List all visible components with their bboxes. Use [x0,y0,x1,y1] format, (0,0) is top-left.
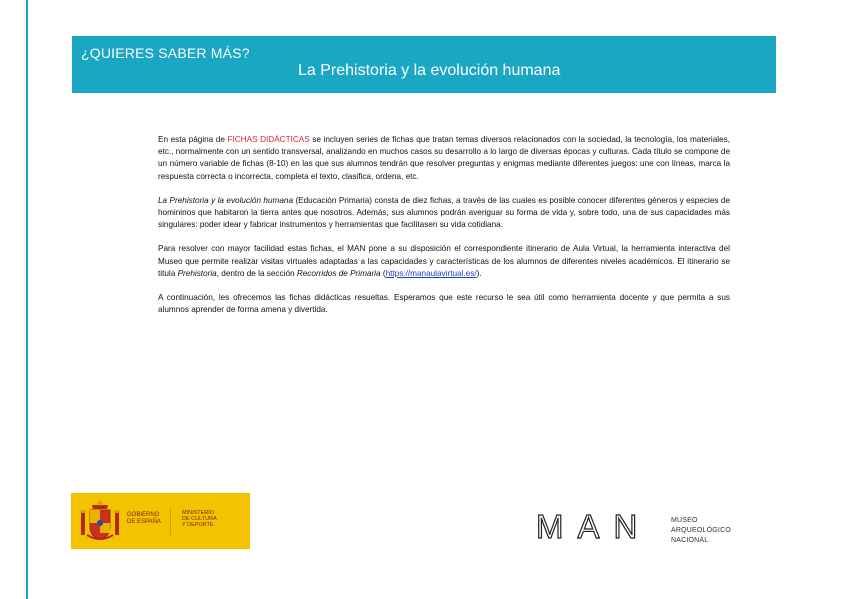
coat-of-arms-icon [78,499,122,543]
gobierno-de-espana-logo [71,493,250,549]
section-name: Recorridos de Primaria [296,268,381,278]
ministerio-name: MINISTERIO DE CULTURA Y DEPORTE [182,510,217,528]
paragraph-intro [158,134,730,183]
itinerary-name: Prehistoria [177,268,217,278]
header-banner [72,36,776,93]
intro-rest-text: se incluyen series de fichas que tratan temas diversos relacionados con la sociedad, la tecnología, los materiales, etc., normalmente con un sentido transversal, analizando en muchos casos su desarrollo a lo largo de diversas épocas y culturas. Cada título se compone de un número variable de fichas (8-10) en las que sus alumnos tendrán que resolver preguntas y enigmas mediante diferentes juegos: une con líneas, marca la respuesta correcta o incorrecta, completa el texto, clasifica, ordena, etc. [158,135,730,181]
paragraph-description [158,195,730,232]
left-border-rule [26,0,28,599]
aula-virtual-link[interactable]: https://manaulavirtual.es/ [385,268,477,278]
aula-text-b: , dentro de la sección [216,268,297,278]
gobierno-name: GOBIERNO DE ESPAÑA [127,512,161,525]
museo-arqueologico-logo [536,509,756,549]
banner-subtitle: La Prehistoria y la evolución humana [298,62,561,79]
fichas-didacticas-label: FICHAS DIDÁCTICAS [227,135,310,144]
aula-text-d: ). [476,268,482,278]
paragraph-aula-virtual [158,243,730,280]
description-text: (Educación Primaria) consta de diez fichas, a través de las cuales es posible conocer diferentes géneros y especies de homininos que habitaron la tierra antes que nosotros. Además, sus alumnos podrán averiguar su forma de vida y, sobre todo, una de sus capacidades más singulares: poder idear y fabricar instrumentos y herramientas que facilitasen su vida cotidiana. [158,195,731,230]
banner-title: ¿QUIERES SABER MÁS? [81,45,250,61]
logo-divider [170,507,171,535]
paragraph-closing: A continuación, les ofrecemos las fichas didácticas resueltas. Esperamos que este recurso le sea útil como herramienta docente y que permita a sus alumnos aprender de forma amena y divertida. [158,293,730,315]
intro-text: En esta página de [158,135,228,144]
museo-name: MUSEO ARQUEOLÓGICO NACIONAL [671,517,731,544]
series-title: La Prehistoria y la evolución humana [158,195,294,205]
aula-text-a: Para resolver con mayor facilidad estas fichas, el MAN pone a su disposición el correspondiente itinerario de Aula Virtual, la herramienta interactiva del Museo que permite realizar visitas virtuales adaptadas a las capacidades y características de los alumnos de diferentes niveles académicos. El itinerario se titula [158,244,730,278]
aula-text-c: ( [380,268,386,278]
man-logo-mark [536,509,666,543]
man-letters: MAN [536,509,652,543]
body-text [158,134,730,328]
